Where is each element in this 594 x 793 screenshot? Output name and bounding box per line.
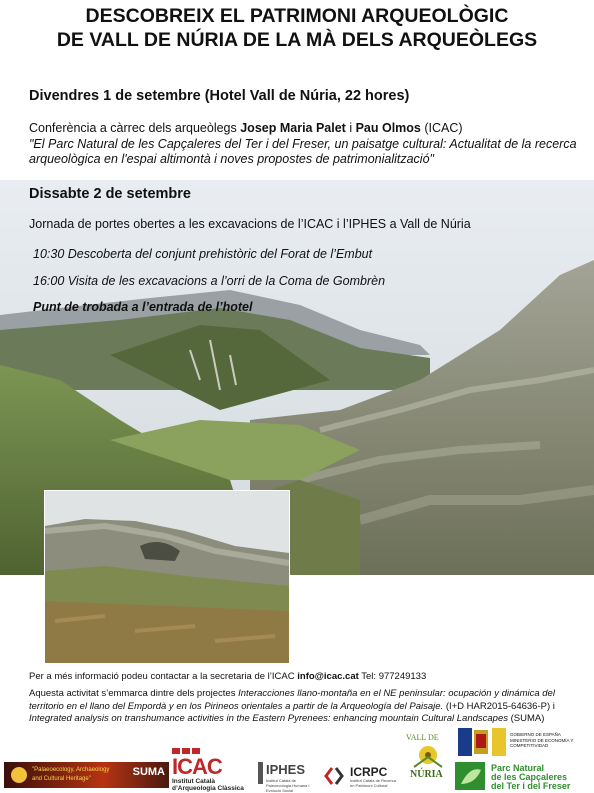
friday-talk-line — [29, 121, 463, 135]
icac-subtitle: Institut Català d’Arqueologia Clàssica — [172, 778, 244, 792]
iphes-subtitle: Institut Català de Paleoecologia Humana i Evolució Social — [266, 778, 310, 793]
vall-de-nuria-logo — [404, 733, 452, 791]
parc-line-3: del Ter i del Freser — [491, 781, 571, 791]
title-line-2: DE VALL DE NÚRIA DE LA MÀ DELS ARQUEÒLEGS — [56, 29, 538, 51]
projects-p1: Aquesta activitat s’emmarca dintre dels projectes — [29, 688, 239, 699]
contact-line — [29, 671, 426, 682]
talk-title-quote: "El Parc Natural de les Capçaleres del Ter i del Freser, un paisatge cultural: Actualitat de la recerca arqueològica en l'espai altimontà i noves propostes de patrimonialització" — [29, 137, 577, 166]
icrpc-logo — [322, 762, 402, 790]
meeting-point: Punt de trobada a l’entrada de l’hotel — [33, 300, 253, 314]
icrpc-chevron-icon — [322, 764, 346, 788]
projects-paragraph — [29, 688, 589, 726]
projects-p2: Interacciones llano-montaña en el NE peninsular: ocupación y dinámica del territorio en el llano del Empordà y en los Pirineos orientales a partir de la Arqueología del Paisaje. — [29, 688, 555, 712]
vall-bottom-text: NÚRIA — [410, 769, 443, 780]
suma-tagline-1: "Palaeoecology, Archaeology — [32, 767, 110, 773]
icrpc-subtitle: Institut Català de Recerca en Patrimoni Cultural — [350, 778, 397, 788]
parc-natural-logo — [455, 762, 590, 792]
projects-p3: (I+D HAR2015-64636-P) i — [443, 700, 555, 712]
talk-intro: Conferència a càrrec dels arqueòlegs — [29, 121, 241, 135]
suma-logo — [4, 762, 169, 788]
saturday-intro: Jornada de portes obertes a les excavacions de l’ICAC i l’IPHES a Vall de Núria — [29, 217, 471, 231]
suma-emblem-icon — [7, 763, 31, 787]
spain-shield-icon — [458, 728, 508, 756]
gobierno-subtitle: GOBIERNO DE ESPAÑA MINISTERIO DE ECONOMÍA Y COMPETITIVIDAD — [510, 732, 574, 748]
saturday-item-1: 10:30 Descoberta del conjunt prehistòric del Forat de l’Embut — [33, 247, 373, 261]
friday-heading: Divendres 1 de setembre (Hotel Vall de Núria, 22 hores) — [29, 88, 410, 104]
suma-name: SUMA — [132, 766, 165, 778]
icac-name: ICAC — [172, 754, 222, 779]
iphes-logo — [256, 760, 318, 793]
iphes-mark-icon — [256, 762, 266, 786]
poster-title — [0, 4, 594, 52]
speaker-1: Josep Maria Palet — [240, 121, 346, 135]
projects-p5: (SUMA) — [507, 713, 545, 724]
suma-tagline-2: and Cultural Heritage" — [32, 776, 91, 782]
flower-icon — [406, 743, 450, 769]
title-line-1: DESCOBREIX EL PATRIMONI ARQUEOLÒGIC — [85, 5, 509, 27]
contact-email[interactable]: info@icac.cat — [297, 671, 359, 682]
talk-and: i — [345, 121, 356, 135]
parc-leaf-icon — [455, 762, 487, 790]
gobierno-logo — [458, 728, 578, 758]
iphes-name: IPHES — [266, 762, 306, 777]
saturday-heading: Dissabte 2 de setembre — [29, 186, 191, 202]
icac-logo — [172, 748, 252, 790]
parc-line-1: Parc Natural — [491, 763, 545, 773]
contact-text: Per a més informació podeu contactar a la secretaria de l’ICAC — [29, 671, 298, 682]
speaker-2: Pau Olmos — [355, 121, 421, 135]
excavation-inset-photo — [44, 490, 290, 664]
contact-tel: Tel: 977249133 — [358, 671, 427, 682]
parc-line-2: de les Capçaleres — [491, 772, 568, 782]
icrpc-name: ICRPC — [350, 765, 388, 779]
saturday-item-2: 16:00 Visita de les excavacions a l’orri de la Coma de Gombrèn — [33, 274, 386, 288]
talk-affiliation: (ICAC) — [420, 121, 463, 135]
projects-p4: Integrated analysis on transhumance activities in the Eastern Pyrenees: enhancing mountain Cultural Landscapes — [29, 713, 508, 724]
vall-top-text: VALL DE — [406, 733, 439, 742]
